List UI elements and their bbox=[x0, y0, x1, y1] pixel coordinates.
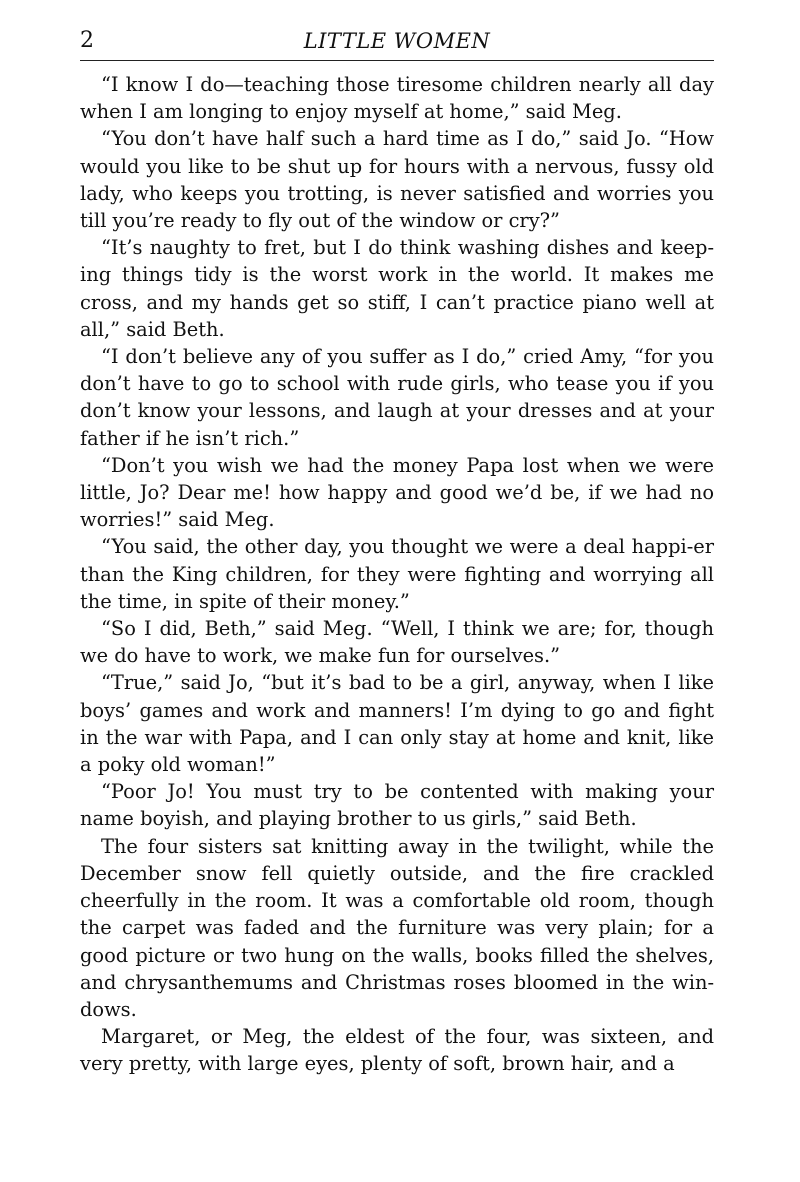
book-page bbox=[80, 26, 714, 1078]
paragraph: “I know I do—teaching those tiresome children nearly all day when I am longing to enjoy myself at home,” said Meg. bbox=[80, 73, 714, 124]
page-header bbox=[80, 26, 714, 61]
running-title: LITTLE WOMEN bbox=[303, 29, 491, 53]
paragraph: “So I did, Beth,” said Meg. “Well, I think we are; for, though we do have to work, we make fun for ourselves.” bbox=[80, 617, 714, 668]
paragraph: “Poor Jo! You must try to be contented with making your name boyish, and playing brother to us girls,” said Beth. bbox=[80, 780, 714, 831]
body-text bbox=[80, 71, 714, 1078]
paragraph: “Don’t you wish we had the money Papa lost when we were little, Jo? Dear me! how happy and good we’d be, if we had no worries!” said Meg. bbox=[80, 453, 714, 532]
page-number: 2 bbox=[80, 28, 94, 53]
paragraph: Margaret, or Meg, the eldest of the four, was sixteen, and very pretty, with large eyes, plenty of soft, brown hair, and a bbox=[80, 1025, 714, 1076]
paragraph: “You don’t have half such a hard time as I do,” said Jo. “How would you like to be shut up for hours with a nervous, fussy old lady, who keeps you trotting, is never satisfied and worries you till you’re ready to fly out of the window or cry?” bbox=[80, 127, 714, 233]
paragraph: “I don’t believe any of you suffer as I do,” cried Amy, “for you don’t have to go to school with rude girls, who tease you if you don’t know your lessons, and laugh at your dresses and at your father if he isn’t rich.” bbox=[80, 345, 714, 450]
paragraph: “True,” said Jo, “but it’s bad to be a girl, anyway, when I like boys’ games and work and manners! I’m dying to go and fight in the war with Papa, and I can only stay at home and knit, like a poky old woman!” bbox=[80, 671, 714, 777]
paragraph: “It’s naughty to fret, but I do think washing dishes and keep-ing things tidy is the worst work in the world. It makes me cross, and my hands get so stiff, I can’t practice piano well at all,” said Beth. bbox=[80, 236, 714, 341]
paragraph: “You said, the other day, you thought we were a deal happi-er than the King children, for they were fighting and worrying all the time, in spite of their money.” bbox=[80, 535, 714, 613]
paragraph: The four sisters sat knitting away in the twilight, while the December snow fell quietly outside, and the fire crackled cheerfully in the room. It was a comfortable old room, though the carpet was faded and the furniture was very plain; for a good picture or two hung on the walls, books filled the shelves, and chrysanthemums and Christmas roses bloomed in the win-dows. bbox=[80, 834, 714, 1021]
